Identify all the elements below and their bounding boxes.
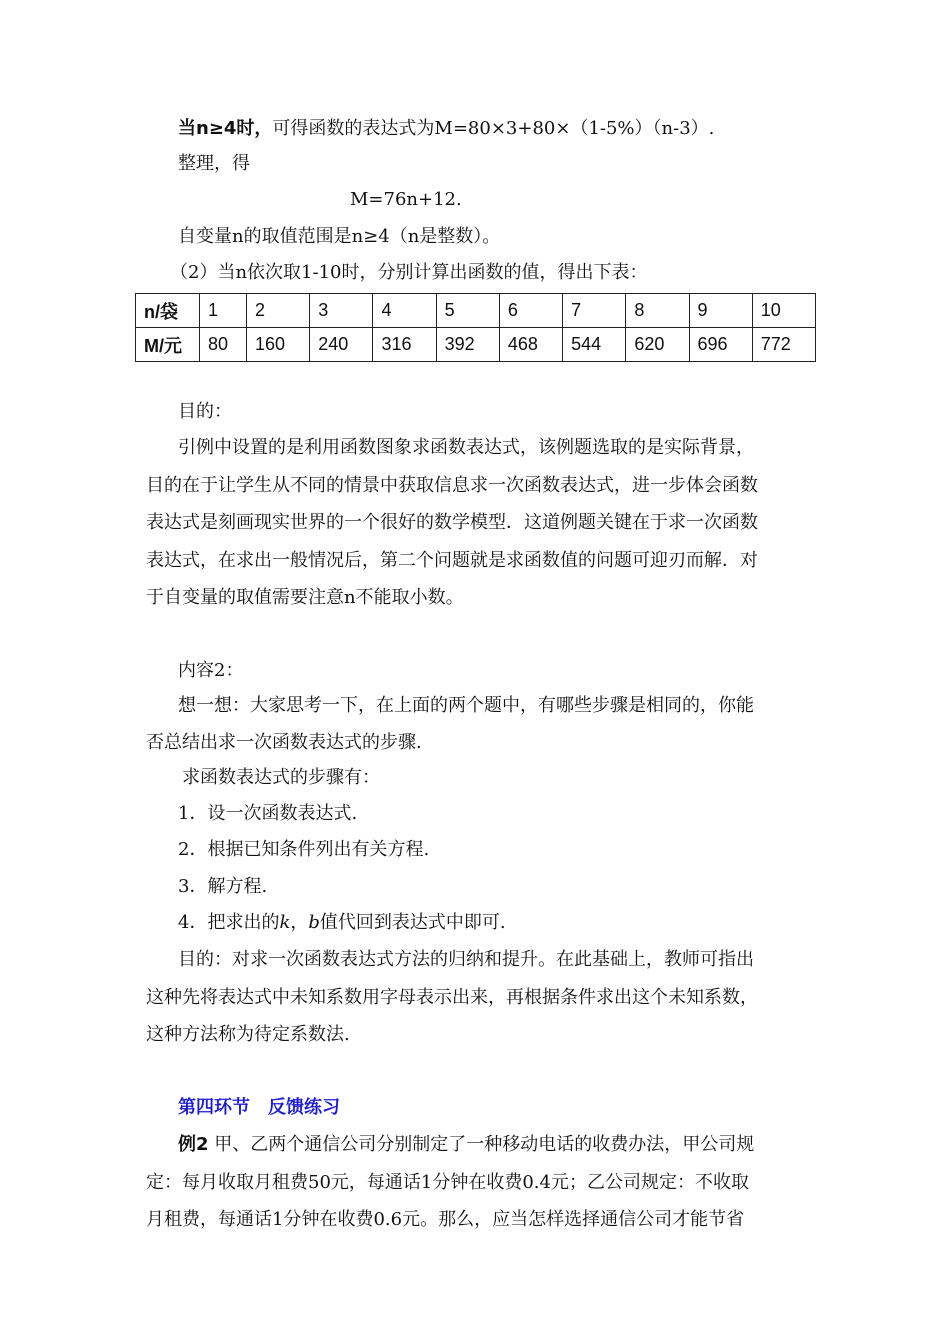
example-line [178,1133,754,1157]
purpose-line: 表达式是刻画现实世界的一个很好的数学模型．这道例题关键在于求一次函数 [146,512,758,533]
table-cell: 1 [200,294,247,328]
case-condition: 当n≥4时， [178,118,273,139]
think-line: 想一想：大家思考一下，在上面的两个题中，有哪些步骤是相同的，你能 [178,695,754,716]
step-4-text-end: 值代回到表达式中即可. [319,912,506,933]
purpose-2-line: 这种方法称为待定系数法. [146,1024,350,1045]
table-cell: 316 [373,328,436,362]
steps-title: 求函数表达式的步骤有： [182,767,380,788]
example-label: 例2 [178,1134,209,1155]
purpose-line: 目的在于让学生从不同的情景中获取信息求一次函数表达式，进一步体会函数 [146,475,758,496]
example-text: 甲、乙两个通信公司分别制定了一种移动电话的收费办法，甲公司规 [208,1134,755,1155]
table-header-cell: M/元 [136,328,200,362]
variable-k: k [279,912,291,933]
table-row [136,328,816,362]
table-cell: 392 [436,328,499,362]
step-1: 1．设一次函数表达式. [178,803,358,824]
table-cell: 620 [626,328,689,362]
table-cell: 4 [373,294,436,328]
purpose-line: 引例中设置的是利用函数图象求函数表达式，该例题选取的是实际背景， [178,437,754,458]
formula-result: M=76n+12. [350,189,462,210]
table-row [136,294,816,328]
paragraph-table-intro: （2）当n依次取1-10时，分别计算出函数的值，得出下表： [170,262,648,283]
case-expression: 可得函数的表达式为M=80×3+80×（1-5%）（n-3）. [272,118,715,139]
table-cell: 10 [752,294,815,328]
content-2-label: 内容2： [178,660,244,681]
paragraph-simplify: 整理，得 [178,153,250,174]
example-line: 月租费，每通话1分钟在收费0.6元。那么，应当怎样选择通信公司才能节省 [146,1209,745,1230]
table-header-cell: n/袋 [136,294,200,328]
purpose-line: 于自变量的取值需要注意n不能取小数。 [146,587,464,608]
purpose-2-line: 这种先将表达式中未知系数用字母表示出来，再根据条件求出这个未知系数， [146,987,758,1008]
purpose-line: 表达式，在求出一般情况后，第二个问题就是求函数值的问题可迎刃而解．对 [146,550,758,571]
table-cell: 544 [563,328,626,362]
table-cell: 9 [689,294,752,328]
step-4-text: 4．把求出的 [178,912,280,933]
table-cell: 5 [436,294,499,328]
purpose-label: 目的： [178,401,232,422]
step-2: 2．根据已知条件列出有关方程. [178,839,430,860]
think-line: 否总结出求一次函数表达式的步骤. [146,732,422,753]
example-line: 定：每月收取月租费50元，每通话1分钟在收费0.4元；乙公司规定：不收取 [146,1172,749,1193]
table-cell: 7 [563,294,626,328]
value-table [135,293,816,362]
table-cell: 2 [247,294,310,328]
table-cell: 3 [310,294,373,328]
step-3: 3．解方程. [178,876,268,897]
table-cell: 160 [247,328,310,362]
table-cell: 772 [752,328,815,362]
paragraph-case-n-ge-4 [178,117,714,141]
table-cell: 468 [499,328,562,362]
variable-b: b [308,912,320,933]
step-4 [178,911,506,935]
section-heading: 第四环节 反馈练习 [178,1097,340,1118]
table-cell: 6 [499,294,562,328]
table-cell: 240 [310,328,373,362]
purpose-2-line: 目的：对求一次函数表达式方法的归纳和提升。在此基础上，教师可指出 [178,949,754,970]
step-4-comma: ， [290,912,309,933]
paragraph-domain: 自变量n的取值范围是n≥4（n是整数）。 [178,226,501,247]
table-cell: 8 [626,294,689,328]
table-cell: 80 [200,328,247,362]
table-cell: 696 [689,328,752,362]
